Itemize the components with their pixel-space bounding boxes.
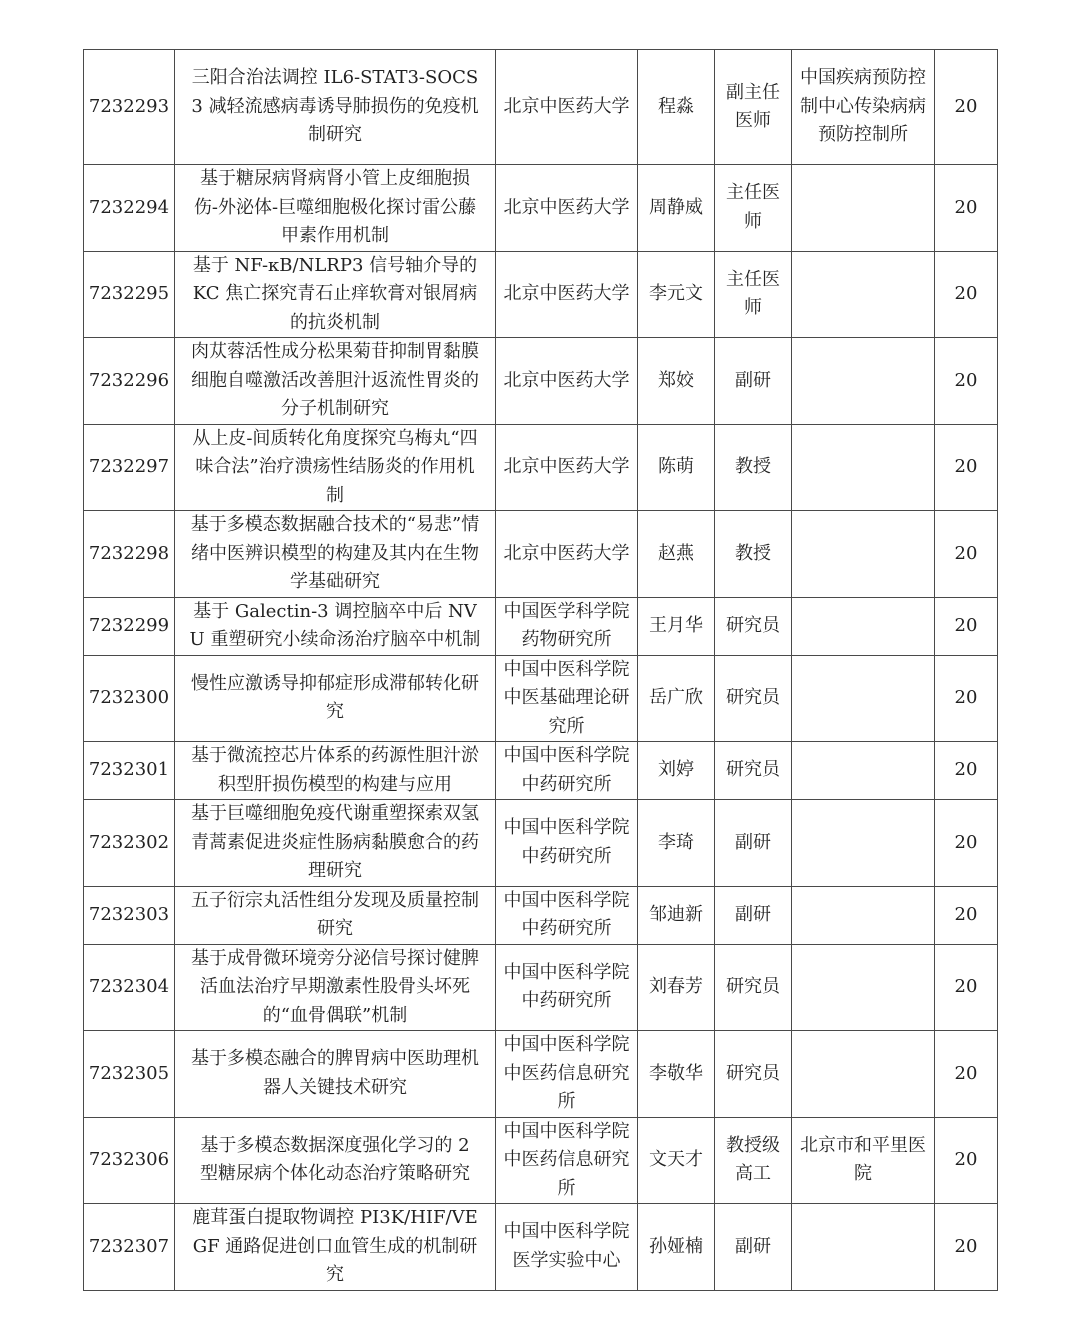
leader-name-cell: 孙娅楠 bbox=[638, 1204, 715, 1291]
partner-unit-cell bbox=[792, 655, 935, 742]
funding-amount-cell: 20 bbox=[935, 165, 998, 252]
table-row bbox=[84, 1117, 998, 1204]
table-row bbox=[84, 424, 998, 511]
leader-title-cell: 教授级高工 bbox=[715, 1117, 792, 1204]
funding-amount-cell: 20 bbox=[935, 424, 998, 511]
project-topic-cell: 三阳合治法调控 IL6-STAT3-SOCS3 减轻流感病毒诱导肺损伤的免疫机制研究 bbox=[175, 50, 496, 165]
institution-cell: 中国中医科学院中医药信息研究所 bbox=[496, 1031, 638, 1118]
partner-unit-cell bbox=[792, 886, 935, 944]
table-row bbox=[84, 597, 998, 655]
project-topic-cell: 基于 Galectin-3 调控脑卒中后 NVU 重塑研究小续命汤治疗脑卒中机制 bbox=[175, 597, 496, 655]
project-id-cell: 7232297 bbox=[84, 424, 175, 511]
project-topic-cell: 基于成骨微环境旁分泌信号探讨健脾活血法治疗早期激素性股骨头坏死的“血骨偶联”机制 bbox=[175, 944, 496, 1031]
partner-unit-cell bbox=[792, 800, 935, 887]
project-topic-cell: 五子衍宗丸活性组分发现及质量控制研究 bbox=[175, 886, 496, 944]
project-topic-cell: 鹿茸蛋白提取物调控 PI3K/HIF/VEGF 通路促进创口血管生成的机制研究 bbox=[175, 1204, 496, 1291]
partner-unit-cell bbox=[792, 944, 935, 1031]
leader-name-cell: 李元文 bbox=[638, 251, 715, 338]
funding-amount-cell: 20 bbox=[935, 338, 998, 425]
project-topic-cell: 基于 NF-κB/NLRP3 信号轴介导的 KC 焦亡探究青石止痒软膏对银屑病的抗炎机制 bbox=[175, 251, 496, 338]
institution-cell: 中国中医科学院中医药信息研究所 bbox=[496, 1117, 638, 1204]
leader-title-cell: 副主任医师 bbox=[715, 50, 792, 165]
project-topic-cell: 慢性应激诱导抑郁症形成滞郁转化研究 bbox=[175, 655, 496, 742]
project-id-cell: 7232302 bbox=[84, 800, 175, 887]
leader-title-cell: 研究员 bbox=[715, 1031, 792, 1118]
project-id-cell: 7232304 bbox=[84, 944, 175, 1031]
leader-title-cell: 主任医师 bbox=[715, 165, 792, 252]
institution-cell: 中国中医科学院医学实验中心 bbox=[496, 1204, 638, 1291]
project-topic-cell: 基于微流控芯片体系的药源性胆汁淤积型肝损伤模型的构建与应用 bbox=[175, 742, 496, 800]
funding-amount-cell: 20 bbox=[935, 886, 998, 944]
funding-amount-cell: 20 bbox=[935, 655, 998, 742]
partner-unit-cell bbox=[792, 511, 935, 598]
table-row bbox=[84, 165, 998, 252]
project-topic-cell: 基于巨噬细胞免疫代谢重塑探索双氢青蒿素促进炎症性肠病黏膜愈合的药理研究 bbox=[175, 800, 496, 887]
leader-name-cell: 郑姣 bbox=[638, 338, 715, 425]
institution-cell: 北京中医药大学 bbox=[496, 338, 638, 425]
table-row bbox=[84, 742, 998, 800]
institution-cell: 北京中医药大学 bbox=[496, 251, 638, 338]
institution-cell: 北京中医药大学 bbox=[496, 50, 638, 165]
leader-name-cell: 文天才 bbox=[638, 1117, 715, 1204]
project-id-cell: 7232293 bbox=[84, 50, 175, 165]
partner-unit-cell bbox=[792, 1031, 935, 1118]
table-row bbox=[84, 800, 998, 887]
partner-unit-cell: 北京市和平里医院 bbox=[792, 1117, 935, 1204]
leader-title-cell: 研究员 bbox=[715, 742, 792, 800]
table-row bbox=[84, 1031, 998, 1118]
leader-name-cell: 李敬华 bbox=[638, 1031, 715, 1118]
funding-amount-cell: 20 bbox=[935, 944, 998, 1031]
table-row bbox=[84, 944, 998, 1031]
project-topic-cell: 肉苁蓉活性成分松果菊苷抑制胃黏膜细胞自噬激活改善胆汁返流性胃炎的分子机制研究 bbox=[175, 338, 496, 425]
project-id-cell: 7232298 bbox=[84, 511, 175, 598]
leader-name-cell: 陈萌 bbox=[638, 424, 715, 511]
table-row bbox=[84, 251, 998, 338]
leader-title-cell: 副研 bbox=[715, 338, 792, 425]
leader-name-cell: 刘春芳 bbox=[638, 944, 715, 1031]
leader-name-cell: 程淼 bbox=[638, 50, 715, 165]
institution-cell: 北京中医药大学 bbox=[496, 511, 638, 598]
project-id-cell: 7232300 bbox=[84, 655, 175, 742]
partner-unit-cell bbox=[792, 338, 935, 425]
project-id-cell: 7232301 bbox=[84, 742, 175, 800]
project-id-cell: 7232295 bbox=[84, 251, 175, 338]
partner-unit-cell: 中国疾病预防控制中心传染病病预防控制所 bbox=[792, 50, 935, 165]
leader-title-cell: 教授 bbox=[715, 424, 792, 511]
project-table bbox=[83, 49, 998, 1291]
leader-title-cell: 副研 bbox=[715, 800, 792, 887]
leader-title-cell: 研究员 bbox=[715, 944, 792, 1031]
table-row bbox=[84, 338, 998, 425]
project-id-cell: 7232294 bbox=[84, 165, 175, 252]
funding-amount-cell: 20 bbox=[935, 1117, 998, 1204]
project-id-cell: 7232303 bbox=[84, 886, 175, 944]
table-body bbox=[84, 50, 998, 1291]
table-row bbox=[84, 655, 998, 742]
partner-unit-cell bbox=[792, 424, 935, 511]
partner-unit-cell bbox=[792, 742, 935, 800]
project-id-cell: 7232305 bbox=[84, 1031, 175, 1118]
funding-amount-cell: 20 bbox=[935, 1031, 998, 1118]
partner-unit-cell bbox=[792, 597, 935, 655]
leader-name-cell: 王月华 bbox=[638, 597, 715, 655]
institution-cell: 北京中医药大学 bbox=[496, 424, 638, 511]
project-id-cell: 7232306 bbox=[84, 1117, 175, 1204]
funding-amount-cell: 20 bbox=[935, 50, 998, 165]
institution-cell: 北京中医药大学 bbox=[496, 165, 638, 252]
project-id-cell: 7232296 bbox=[84, 338, 175, 425]
funding-amount-cell: 20 bbox=[935, 251, 998, 338]
project-topic-cell: 基于多模态数据融合技术的“易悲”情绪中医辨识模型的构建及其内在生物学基础研究 bbox=[175, 511, 496, 598]
institution-cell: 中国中医科学院中药研究所 bbox=[496, 886, 638, 944]
leader-title-cell: 副研 bbox=[715, 1204, 792, 1291]
leader-name-cell: 李琦 bbox=[638, 800, 715, 887]
table-row bbox=[84, 1204, 998, 1291]
leader-title-cell: 教授 bbox=[715, 511, 792, 598]
leader-name-cell: 赵燕 bbox=[638, 511, 715, 598]
project-id-cell: 7232307 bbox=[84, 1204, 175, 1291]
project-topic-cell: 从上皮-间质转化角度探究乌梅丸“四味合法”治疗溃疡性结肠炎的作用机制 bbox=[175, 424, 496, 511]
leader-title-cell: 研究员 bbox=[715, 597, 792, 655]
institution-cell: 中国中医科学院中药研究所 bbox=[496, 742, 638, 800]
project-id-cell: 7232299 bbox=[84, 597, 175, 655]
table-row bbox=[84, 886, 998, 944]
leader-title-cell: 主任医师 bbox=[715, 251, 792, 338]
institution-cell: 中国中医科学院中药研究所 bbox=[496, 800, 638, 887]
funding-amount-cell: 20 bbox=[935, 1204, 998, 1291]
leader-name-cell: 周静威 bbox=[638, 165, 715, 252]
partner-unit-cell bbox=[792, 251, 935, 338]
table-row bbox=[84, 50, 998, 165]
leader-name-cell: 岳广欣 bbox=[638, 655, 715, 742]
leader-title-cell: 研究员 bbox=[715, 655, 792, 742]
institution-cell: 中国医学科学院药物研究所 bbox=[496, 597, 638, 655]
institution-cell: 中国中医科学院中医基础理论研究所 bbox=[496, 655, 638, 742]
partner-unit-cell bbox=[792, 1204, 935, 1291]
funding-amount-cell: 20 bbox=[935, 800, 998, 887]
partner-unit-cell bbox=[792, 165, 935, 252]
project-topic-cell: 基于糖尿病肾病肾小管上皮细胞损伤-外泌体-巨噬细胞极化探讨雷公藤甲素作用机制 bbox=[175, 165, 496, 252]
leader-name-cell: 邹迪新 bbox=[638, 886, 715, 944]
funding-amount-cell: 20 bbox=[935, 511, 998, 598]
funding-amount-cell: 20 bbox=[935, 597, 998, 655]
project-topic-cell: 基于多模态融合的脾胃病中医助理机器人关键技术研究 bbox=[175, 1031, 496, 1118]
leader-name-cell: 刘婷 bbox=[638, 742, 715, 800]
institution-cell: 中国中医科学院中药研究所 bbox=[496, 944, 638, 1031]
funding-amount-cell: 20 bbox=[935, 742, 998, 800]
leader-title-cell: 副研 bbox=[715, 886, 792, 944]
project-topic-cell: 基于多模态数据深度强化学习的 2 型糖尿病个体化动态治疗策略研究 bbox=[175, 1117, 496, 1204]
table-row bbox=[84, 511, 998, 598]
